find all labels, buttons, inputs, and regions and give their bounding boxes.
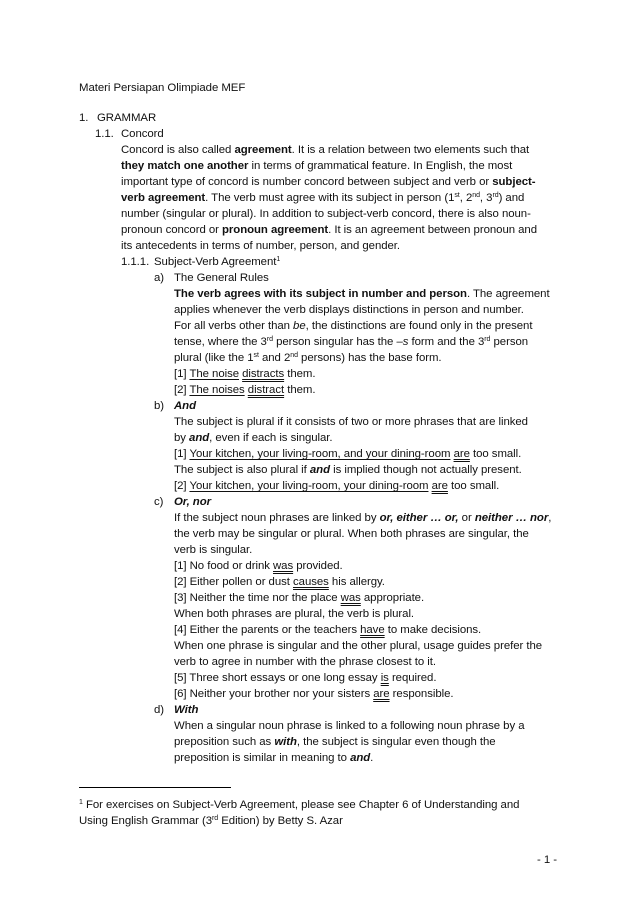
superscript: nd (290, 352, 298, 359)
text-run: provided. (293, 560, 343, 572)
example-number: [1] (174, 368, 187, 380)
text-run: required. (388, 672, 437, 684)
example-number: [1] (174, 448, 187, 460)
heading-text: And (174, 400, 196, 412)
text-run: . The agreement (466, 288, 550, 300)
bold-term: agreement (234, 144, 292, 156)
item-label-b: b) (154, 400, 165, 412)
example-verb: distracts (242, 368, 285, 380)
bold-term: verb agreement (121, 192, 206, 204)
paragraph-line: The subject is plural if it consists of two or more phrases that are linked (174, 416, 528, 428)
bold-italic-term: and (189, 432, 210, 444)
bold-term: subject- (492, 176, 536, 188)
paragraph-line (174, 287, 550, 301)
text-run: or (458, 512, 475, 524)
example-subject: The noise (189, 368, 240, 380)
item-label-a: a) (154, 272, 165, 284)
superscript: rd (212, 815, 219, 822)
text-run: Using English Grammar (3 (79, 815, 212, 827)
italic-term: be (293, 320, 306, 332)
footnote-reference: 1 (276, 256, 281, 263)
text-run: . (370, 752, 374, 764)
text-run: For all verbs other than (174, 320, 294, 332)
text-run: Either the parents or the teachers (186, 624, 361, 636)
text-run: too small. (447, 480, 500, 492)
bold-term: The verb agrees with its subject in number and person (174, 288, 467, 300)
bold-italic-term: neither … nor (474, 512, 549, 524)
text-run: person singular has the (272, 336, 397, 348)
example-number: [3] (174, 592, 187, 604)
text-run: tense, where the 3 (174, 336, 267, 348)
example-verb: have (360, 624, 385, 636)
example-number: [2] (174, 576, 187, 588)
superscript: rd (484, 336, 491, 343)
subsubsection-number: 1.1.1. (121, 256, 150, 268)
heading-text: With (174, 704, 199, 716)
example-number: [5] (174, 672, 187, 684)
item-title-c (174, 495, 211, 509)
text-run: Either pollen or dust (186, 576, 294, 588)
paragraph-line: When a singular noun phrase is linked to a following noun phrase by a (174, 720, 525, 732)
text-run: form and the 3 (408, 336, 485, 348)
text-run: Neither your brother nor your sisters (186, 688, 374, 700)
subsubsection-title (154, 255, 280, 269)
example-verb: was (273, 560, 294, 572)
example-line (174, 591, 424, 605)
text-run: , even if each is singular. (209, 432, 333, 444)
subsection-title: Concord (121, 128, 164, 140)
text-run: persons) has the base form. (297, 352, 442, 364)
paragraph-line (121, 191, 524, 205)
text-run: too small. (469, 448, 522, 460)
text-run: ) and (498, 192, 525, 204)
page-number: - 1 - (537, 854, 558, 866)
paragraph-line: When one phrase is singular and the other plural, usage guides prefer the (174, 640, 543, 652)
text-run: is implied though not actually present. (330, 464, 522, 476)
paragraph-line (174, 511, 551, 525)
paragraph-line (174, 751, 373, 765)
example-number: [6] (174, 688, 187, 700)
item-title-b (174, 399, 196, 413)
example-verb: causes (293, 576, 329, 588)
bold-italic-term: and (350, 752, 371, 764)
footnote-marker: 1 (79, 799, 83, 806)
bold-term: they match one another (121, 160, 249, 172)
text-run: in terms of grammatical feature. In English, the most (248, 160, 513, 172)
bold-italic-term: and (309, 464, 330, 476)
bold-italic-term: with (274, 736, 297, 748)
text-run: . The verb must agree with its subject in person (1 (205, 192, 455, 204)
text-run: . It is a relation between two elements such that (291, 144, 530, 156)
paragraph-line: When both phrases are plural, the verb is plural. (174, 608, 415, 620)
paragraph-line (174, 463, 522, 477)
section-title: GRAMMAR (97, 112, 157, 124)
text-run: plural (like the 1 (174, 352, 254, 364)
superscript: nd (472, 192, 480, 199)
example-subject: Your kitchen, your living-room, your dining-room (189, 480, 429, 492)
text-run: by (174, 432, 190, 444)
text-run: Edition) by Betty S. Azar (218, 815, 343, 827)
text-run: pronoun concord or (121, 224, 222, 236)
example-line (174, 367, 315, 381)
paragraph-line (121, 175, 536, 189)
item-title-a: The General Rules (174, 272, 269, 284)
text-run: . It is an agreement between pronoun and (328, 224, 537, 236)
example-line (174, 687, 453, 701)
text-run: , the distinctions are found only in the present (305, 320, 533, 332)
example-number: [2] (174, 480, 187, 492)
subsection-number: 1.1. (95, 128, 114, 140)
example-line (174, 671, 436, 685)
example-verb: are (373, 688, 390, 700)
section-number: 1. (79, 112, 89, 124)
text-run: his allergy. (328, 576, 385, 588)
heading-text: Or, nor (174, 496, 211, 508)
text-run: and 2 (258, 352, 291, 364)
example-line (174, 447, 521, 461)
heading-text: Subject-Verb Agreement (154, 256, 277, 268)
example-verb: is (380, 672, 389, 684)
example-number: [2] (174, 384, 187, 396)
paragraph-line: number (singular or plural). In addition to subject-verb concord, there is also noun- (121, 208, 531, 220)
paragraph-line: applies whenever the verb displays distinctions in person and number. (174, 304, 524, 316)
text-run: , 3 (479, 192, 493, 204)
paragraph-line (174, 351, 442, 365)
text-run: Concord is also called (121, 144, 235, 156)
example-line (174, 479, 499, 493)
example-line (174, 623, 481, 637)
item-label-c: c) (154, 496, 164, 508)
text-run: to make decisions. (384, 624, 482, 636)
text-run: appropriate. (360, 592, 425, 604)
example-subject: Your kitchen, your living-room, and your dining-room (189, 448, 451, 460)
text-run: them. (284, 384, 316, 396)
footnote-line (79, 814, 343, 828)
text-run: No food or drink (186, 560, 273, 572)
bold-italic-term: or, either … or, (379, 512, 459, 524)
footnote-separator (79, 787, 231, 788)
text-run: , 2 (459, 192, 473, 204)
text-run: important type of concord is number concord between subject and verb or (121, 176, 493, 188)
text-run: preposition is similar in meaning to (174, 752, 351, 764)
superscript: rd (266, 336, 273, 343)
example-line (174, 575, 385, 589)
example-verb: was (340, 592, 361, 604)
bold-term: pronoun agreement (222, 224, 329, 236)
footnote-line (79, 798, 519, 812)
text-run: person (490, 336, 529, 348)
text-run: If the subject noun phrases are linked by (174, 512, 380, 524)
text-run: For exercises on Subject-Verb Agreement, please see Chapter 6 of Understanding and (82, 799, 520, 811)
text-run: Neither the time nor the place (186, 592, 341, 604)
paragraph-line (174, 319, 532, 333)
example-number: [4] (174, 624, 187, 636)
superscript: rd (492, 192, 499, 199)
paragraph-line (174, 335, 528, 349)
example-verb: are (453, 448, 470, 460)
text-run: preposition such as (174, 736, 275, 748)
example-verb: are (431, 480, 448, 492)
text-run: The subject is also plural if (174, 464, 310, 476)
paragraph-line (121, 159, 512, 173)
item-label-d: d) (154, 704, 165, 716)
text-run: , (548, 512, 552, 524)
text-run: them. (284, 368, 316, 380)
paragraph-line (121, 143, 529, 157)
example-line (174, 383, 315, 397)
example-verb: distract (247, 384, 285, 396)
example-number: [1] (174, 560, 187, 572)
paragraph-line: its antecedents in terms of number, person, and gender. (121, 240, 401, 252)
superscript: st (454, 192, 460, 199)
item-title-d (174, 703, 198, 717)
paragraph-line (174, 431, 333, 445)
italic-term: –s (396, 336, 409, 348)
superscript: st (253, 352, 259, 359)
paragraph-line: the verb may be singular or plural. When both phrases are singular, the (174, 528, 529, 540)
document-header: Materi Persiapan Olimpiade MEF (79, 82, 246, 94)
example-line (174, 559, 343, 573)
text-run: Three short essays or one long essay (186, 672, 381, 684)
text-run: responsible. (389, 688, 454, 700)
paragraph-line (174, 735, 496, 749)
text-run: , the subject is singular even though the (296, 736, 496, 748)
paragraph-line (121, 223, 537, 237)
paragraph-line: verb to agree in number with the phrase closest to it. (174, 656, 436, 668)
example-subject: The noises (189, 384, 245, 396)
paragraph-line: verb is singular. (174, 544, 253, 556)
